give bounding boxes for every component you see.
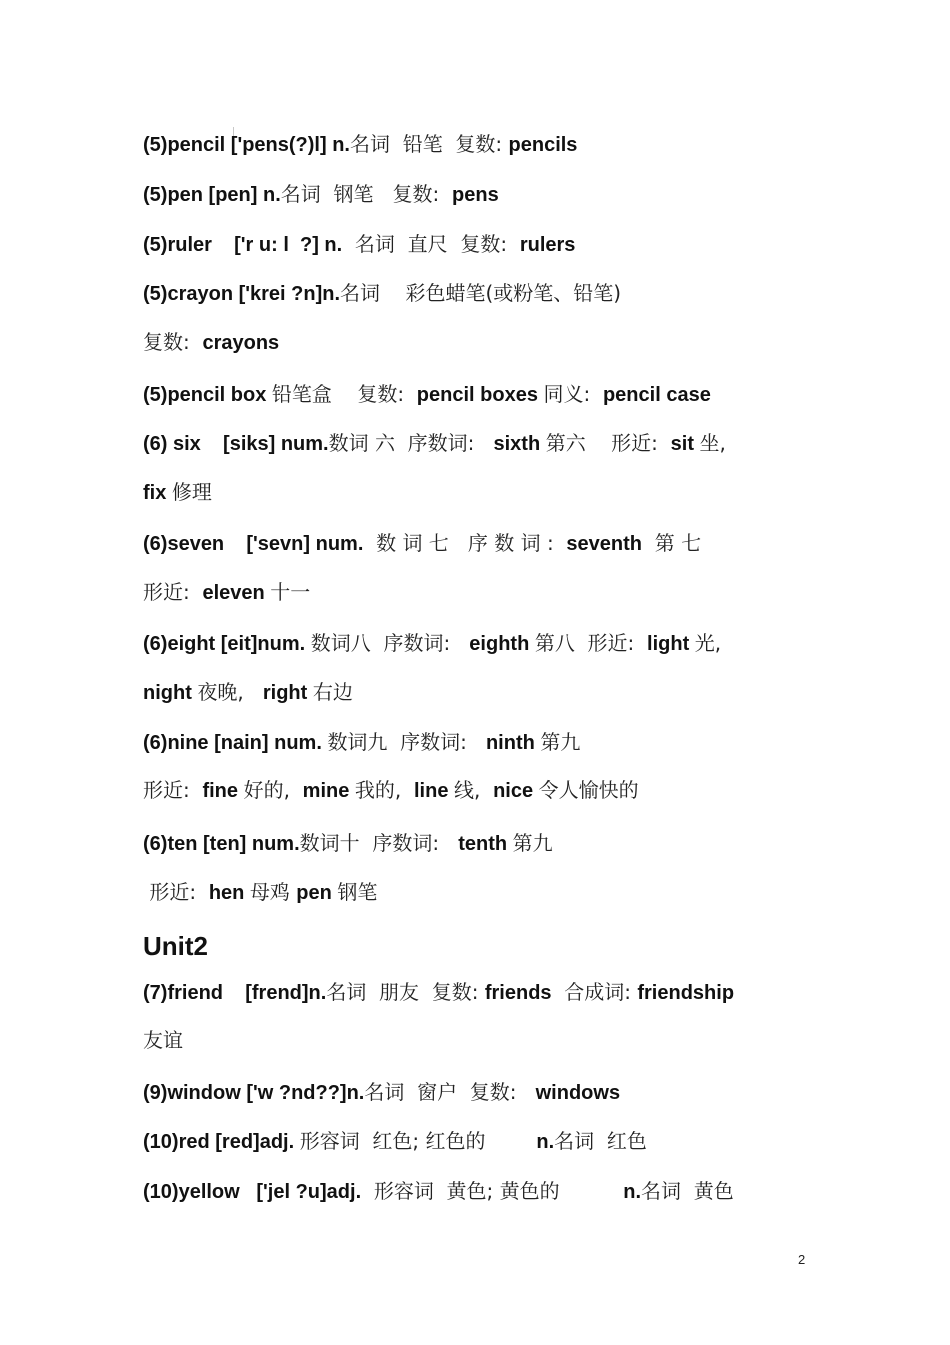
chinese-gloss: 钢笔 bbox=[337, 880, 378, 904]
english-term: (5)crayon ['krei ?n]n. bbox=[143, 283, 341, 305]
chinese-gloss: 复数: bbox=[143, 330, 203, 354]
vocab-line bbox=[143, 328, 279, 356]
chinese-gloss: 数词九 序数词: bbox=[327, 730, 486, 754]
chinese-gloss: 友谊 bbox=[143, 1028, 183, 1052]
chinese-gloss: 修理 bbox=[171, 480, 212, 504]
english-term: pen bbox=[296, 882, 338, 904]
english-term: eighth bbox=[469, 633, 535, 655]
vocab-line bbox=[143, 180, 499, 208]
vocab-line bbox=[143, 629, 721, 657]
page-number: 2 bbox=[798, 1252, 806, 1267]
english-term: pencils bbox=[508, 134, 578, 156]
english-term: fix bbox=[143, 482, 172, 504]
unit-heading: Unit2 bbox=[143, 931, 208, 961]
vocab-line bbox=[143, 230, 575, 258]
vocab-line bbox=[143, 1127, 647, 1155]
english-term: (5)ruler ['r u: l ?] n. bbox=[143, 234, 343, 256]
chinese-gloss: 右边 bbox=[312, 680, 353, 704]
english-term: (10)red [red]adj. bbox=[143, 1131, 300, 1153]
english-term: fine bbox=[202, 780, 244, 802]
chinese-gloss: 铅笔盒 复数: bbox=[271, 382, 417, 406]
english-term: (6)seven ['sevn] num. bbox=[143, 533, 364, 555]
english-term: pens bbox=[452, 184, 499, 206]
chinese-gloss: 数词八 序数词: bbox=[310, 631, 470, 655]
english-term: windows bbox=[535, 1082, 621, 1104]
chinese-gloss: 夜晚, bbox=[197, 680, 263, 704]
chinese-gloss: 坐, bbox=[699, 431, 726, 455]
chinese-gloss: 名词 钢笔 复数: bbox=[280, 182, 453, 206]
chinese-gloss: 数 词 七 序 数 词 : bbox=[363, 531, 567, 555]
chinese-gloss: 十一 bbox=[270, 580, 311, 604]
english-term: (5)pen [pen] n. bbox=[143, 184, 281, 206]
english-term: (6) six [siks] num. bbox=[143, 433, 329, 455]
english-term: right bbox=[262, 682, 313, 704]
chinese-gloss: 名词 直尺 复数: bbox=[342, 232, 520, 256]
english-term: (5)pencil box bbox=[143, 384, 272, 406]
english-term: rulers bbox=[519, 234, 576, 256]
english-term: friends bbox=[484, 982, 552, 1004]
chinese-gloss: 第 七 bbox=[642, 531, 702, 555]
chinese-gloss: 数词十 序数词: bbox=[299, 831, 459, 855]
vocab-line bbox=[143, 1026, 183, 1054]
vocab-line bbox=[143, 728, 580, 756]
english-term: (6)eight [eit]num. bbox=[143, 633, 311, 655]
chinese-gloss: 合成词: bbox=[551, 980, 638, 1004]
english-term: sit bbox=[670, 433, 700, 455]
chinese-gloss: 名词 朋友 复数: bbox=[326, 980, 485, 1004]
chinese-gloss: 形容词 红色; 红色的 bbox=[299, 1129, 537, 1153]
chinese-gloss: 第九 bbox=[540, 730, 581, 754]
english-term: n. bbox=[536, 1131, 555, 1153]
chinese-gloss: 第六 形近: bbox=[545, 431, 671, 455]
english-term: mine bbox=[302, 780, 355, 802]
vocab-line bbox=[143, 978, 734, 1006]
english-term: hen bbox=[208, 882, 250, 904]
vocab-line bbox=[143, 1177, 734, 1205]
vocab-line bbox=[143, 380, 711, 408]
english-term: (10)yellow ['jel ?u]adj. bbox=[143, 1181, 362, 1203]
vocab-line bbox=[143, 829, 553, 857]
chinese-gloss: 名词 彩色蜡笔(或粉笔、铅笔) bbox=[340, 281, 622, 305]
english-term: pencil case bbox=[602, 384, 711, 406]
chinese-gloss: 第九 bbox=[512, 831, 553, 855]
vocab-line bbox=[143, 429, 726, 457]
english-term: (6)nine [nain] num. bbox=[143, 732, 328, 754]
chinese-gloss: 形近: bbox=[143, 580, 203, 604]
vocab-line bbox=[143, 776, 639, 804]
chinese-gloss: 光, bbox=[694, 631, 722, 655]
english-term: (6)ten [ten] num. bbox=[143, 833, 300, 855]
chinese-gloss: 线, bbox=[454, 778, 494, 802]
english-term: night bbox=[143, 682, 198, 704]
chinese-gloss: 名词 红色 bbox=[554, 1129, 647, 1153]
chinese-gloss: 名词 窗户 复数: bbox=[364, 1080, 536, 1104]
chinese-gloss: 形容词 黄色; 黄色的 bbox=[361, 1179, 624, 1203]
english-term: pencil boxes bbox=[416, 384, 544, 406]
english-term: crayons bbox=[202, 332, 280, 354]
english-term: (5)pencil bbox=[143, 134, 231, 156]
english-term: light bbox=[647, 633, 695, 655]
chinese-gloss: 同义: bbox=[543, 382, 603, 406]
chinese-gloss: 名词 黄色 bbox=[641, 1179, 734, 1203]
english-term: ['pens(?)l] n. bbox=[230, 134, 350, 156]
chinese-gloss: 名词 铅笔 复数: bbox=[349, 132, 509, 156]
vocab-line bbox=[143, 478, 212, 506]
english-term: tenth bbox=[458, 833, 513, 855]
chinese-gloss: 母鸡 bbox=[249, 880, 297, 904]
chinese-gloss: 数词 六 序数词: bbox=[328, 431, 494, 455]
english-term: seventh bbox=[566, 533, 642, 555]
chinese-gloss: 我的, bbox=[354, 778, 414, 802]
english-term: friendship bbox=[637, 982, 735, 1004]
vocab-line bbox=[143, 678, 353, 706]
vocab-line bbox=[143, 578, 310, 606]
english-term: line bbox=[413, 780, 454, 802]
english-term: ninth bbox=[485, 732, 541, 754]
english-term: sixth bbox=[493, 433, 546, 455]
vocab-line bbox=[143, 1078, 620, 1106]
chinese-gloss: 形近: bbox=[143, 880, 209, 904]
english-term: eleven bbox=[202, 582, 271, 604]
vocab-line bbox=[143, 279, 621, 307]
vocab-line bbox=[143, 878, 377, 906]
chinese-gloss: 好的, bbox=[243, 778, 303, 802]
chinese-gloss: 第八 形近: bbox=[534, 631, 648, 655]
english-term: nice bbox=[493, 780, 539, 802]
english-term: (7)friend [frend]n. bbox=[143, 982, 327, 1004]
chinese-gloss: 形近: bbox=[143, 778, 203, 802]
vocab-line bbox=[143, 130, 577, 158]
chinese-gloss: 令人愉快的 bbox=[538, 778, 639, 802]
english-term: (9)window ['w ?nd??]n. bbox=[143, 1082, 365, 1104]
english-term: n. bbox=[623, 1181, 642, 1203]
vocab-line bbox=[143, 529, 701, 557]
